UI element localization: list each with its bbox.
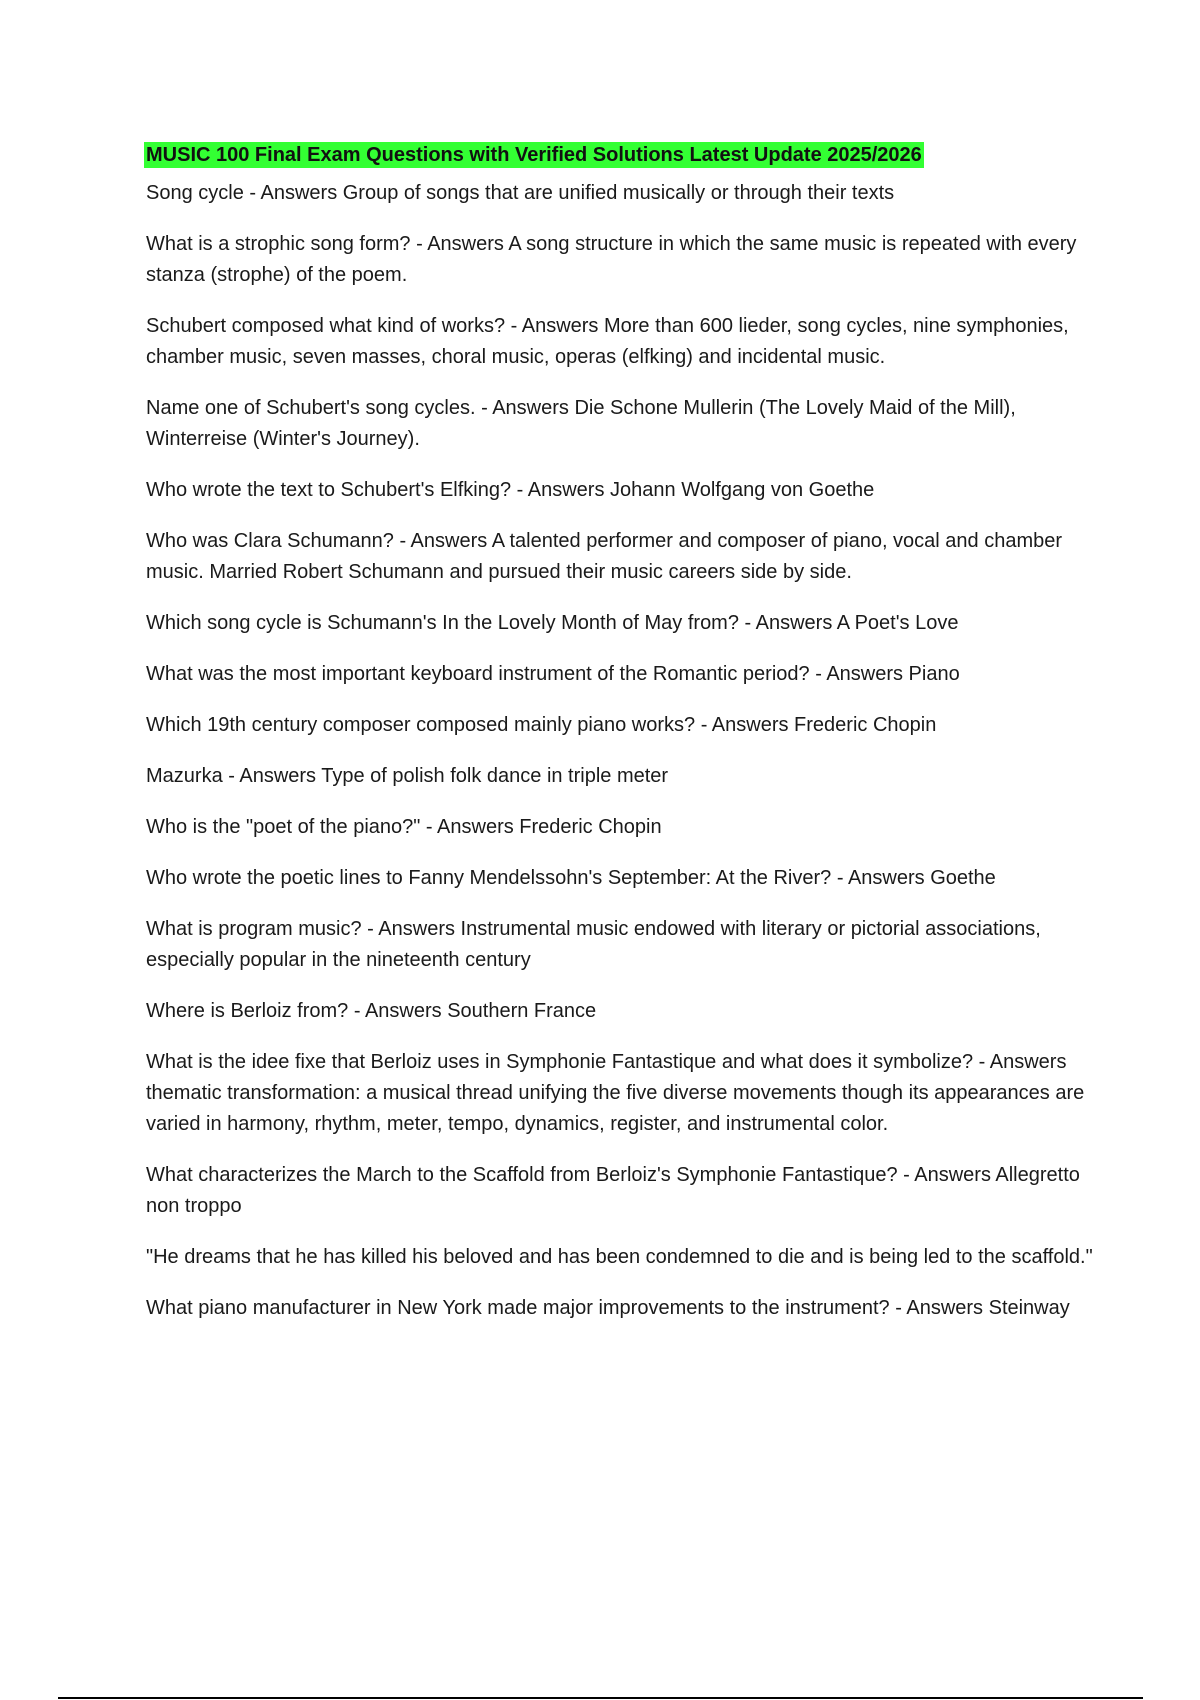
qa-entry: Schubert composed what kind of works? - Answers More than 600 lieder, song cycles, nine symphonies, chamber music, seven masses, choral music, operas (elfking) and incidental music. bbox=[146, 315, 1069, 368]
qa-entry: Which 19th century composer composed mainly piano works? - Answers Frederic Chopin bbox=[146, 714, 937, 736]
qa-entry: What characterizes the March to the Scaffold from Berloiz's Symphonie Fantastique? - Answers Allegretto non troppo bbox=[146, 1164, 1080, 1217]
document-title: MUSIC 100 Final Exam Questions with Verified Solutions Latest Update 2025/2026 bbox=[146, 144, 922, 166]
qa-entry: Who is the "poet of the piano?" - Answers Frederic Chopin bbox=[146, 816, 662, 838]
qa-entry: Where is Berloiz from? - Answers Southern France bbox=[146, 1000, 597, 1022]
qa-entry: Song cycle - Answers Group of songs that are unified musically or through their texts bbox=[146, 182, 895, 204]
qa-entry: What is a strophic song form? - Answers A song structure in which the same music is repeated with every stanza (strophe) of the poem. bbox=[146, 233, 1077, 286]
qa-entry: What is the idee fixe that Berloiz uses in Symphonie Fantastique and what does it symbolize? - Answers thematic transformation: a musical thread unifying the five diverse movements though its appearances are varied in harmony, rhythm, meter, tempo, dynamics, register, and instrumental color. bbox=[146, 1051, 1085, 1135]
document-body bbox=[146, 142, 1096, 1344]
qa-entry: Who wrote the text to Schubert's Elfking? - Answers Johann Wolfgang von Goethe bbox=[146, 479, 875, 501]
qa-entry: Name one of Schubert's song cycles. - Answers Die Schone Mullerin (The Lovely Maid of the Mill), Winterreise (Winter's Journey). bbox=[146, 397, 1016, 450]
qa-entry: What is program music? - Answers Instrumental music endowed with literary or pictorial associations, especially popular in the nineteenth century bbox=[146, 918, 1041, 971]
qa-entry: "He dreams that he has killed his beloved and has been condemned to die and is being led to the scaffold." bbox=[146, 1246, 1093, 1268]
qa-entry: Mazurka - Answers Type of polish folk dance in triple meter bbox=[146, 765, 669, 787]
qa-entry: Who wrote the poetic lines to Fanny Mendelssohn's September: At the River? - Answers Goethe bbox=[146, 867, 996, 889]
qa-entry: Who was Clara Schumann? - Answers A talented performer and composer of piano, vocal and chamber music. Married Robert Schumann and pursued their music careers side by side. bbox=[146, 530, 1063, 583]
footer-divider bbox=[58, 1697, 1143, 1699]
qa-entry: Which song cycle is Schumann's In the Lovely Month of May from? - Answers A Poet's Love bbox=[146, 612, 959, 634]
qa-entry: What was the most important keyboard instrument of the Romantic period? - Answers Piano bbox=[146, 663, 960, 685]
qa-entry: What piano manufacturer in New York made major improvements to the instrument? - Answers Steinway bbox=[146, 1297, 1070, 1319]
